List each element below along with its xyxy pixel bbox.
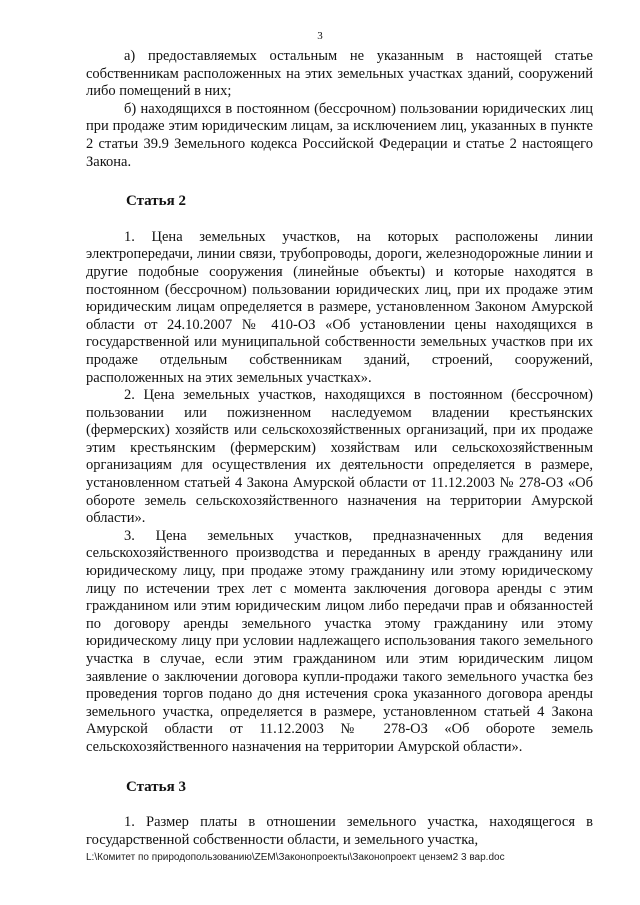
paragraph-b: б) находящихся в постоянном (бессрочном) пользовании юридических лиц при продаже этим юридическим лицам, за исключением лиц, указанных в пункте 2 статьи 39.9 Земельного кодекса Российской Федерации и статье 2 настоящего Закона.: [86, 100, 593, 170]
article-2-heading: Статья 2: [126, 193, 186, 210]
document-body: [86, 48, 593, 849]
paragraph-a: а) предоставляемых остальным не указанным в настоящей статье собственникам расположенных на этих земельных участках зданий, сооружений либо помещений в них;: [86, 48, 593, 100]
article-2-paragraph-1: 1. Цена земельных участков, на которых расположены линии электропередачи, линии связи, трубопроводы, дороги, железнодорожные линии и другие подобные сооружения (линейные объекты) и которые находятся в постоянном (бессрочном) пользовании юридических лиц, при их продаже этим юридическим лицам определяется в размере, установленном Законом Амурской области от 24.10.2007 № 410-ОЗ «Об установлении цены находящихся в государственной или муниципальной собственности земельных участков при их продаже отдельным собственникам зданий, строений, сооружений, расположенных на этих земельных участках».: [86, 228, 593, 386]
file-path-footer: L:\Комитет по природопользованию\ZEM\Законопроекты\Законопроект цензем2 3 вар.doc: [86, 852, 505, 863]
article-3-heading: Статья 3: [126, 778, 186, 795]
article-3-paragraph-1: 1. Размер платы в отношении земельного участка, находящегося в государственной собственности области, и земельного участка,: [86, 814, 593, 848]
page-number: 3: [317, 30, 323, 42]
article-2-paragraph-3: 3. Цена земельных участков, предназначенных для ведения сельскохозяйственного производства и переданных в аренду гражданину или юридическому лицу, при продаже этому гражданину или этому юридическому лицу по истечении трех лет с момента заключения договора аренды с этим гражданином или этим юридическим лицом либо передачи прав и обязанностей по договору аренды земельного участка этому гражданину или этому юридическому лицу при условии надлежащего использования такого земельного участка в случае, если этим гражданином или этим юридическим лицом заявление о заключении договора купли-продажи такого земельного участка без проведения торгов подано до дня истечения срока указанного договора аренды земельного участка, определяется в размере, установленном статьей 4 Закона Амурской области от 11.12.2003 № 278-ОЗ «Об обороте земель сельскохозяйственного назначения на территории Амурской области».: [86, 527, 593, 755]
article-2-paragraph-2: 2. Цена земельных участков, находящихся в постоянном (бессрочном) пользовании или пожизненном наследуемом владении крестьянских (фермерских) хозяйств или сельскохозяйственных организаций, при их продаже этим крестьянским (фермерским) хозяйствам или сельскохозяйственным организациям для осуществления их деятельности определяется в размере, установленном статьей 4 Закона Амурской области от 11.12.2003 № 278-ОЗ «Об обороте земель сельскохозяйственного назначения на территории Амурской области».: [86, 387, 593, 527]
